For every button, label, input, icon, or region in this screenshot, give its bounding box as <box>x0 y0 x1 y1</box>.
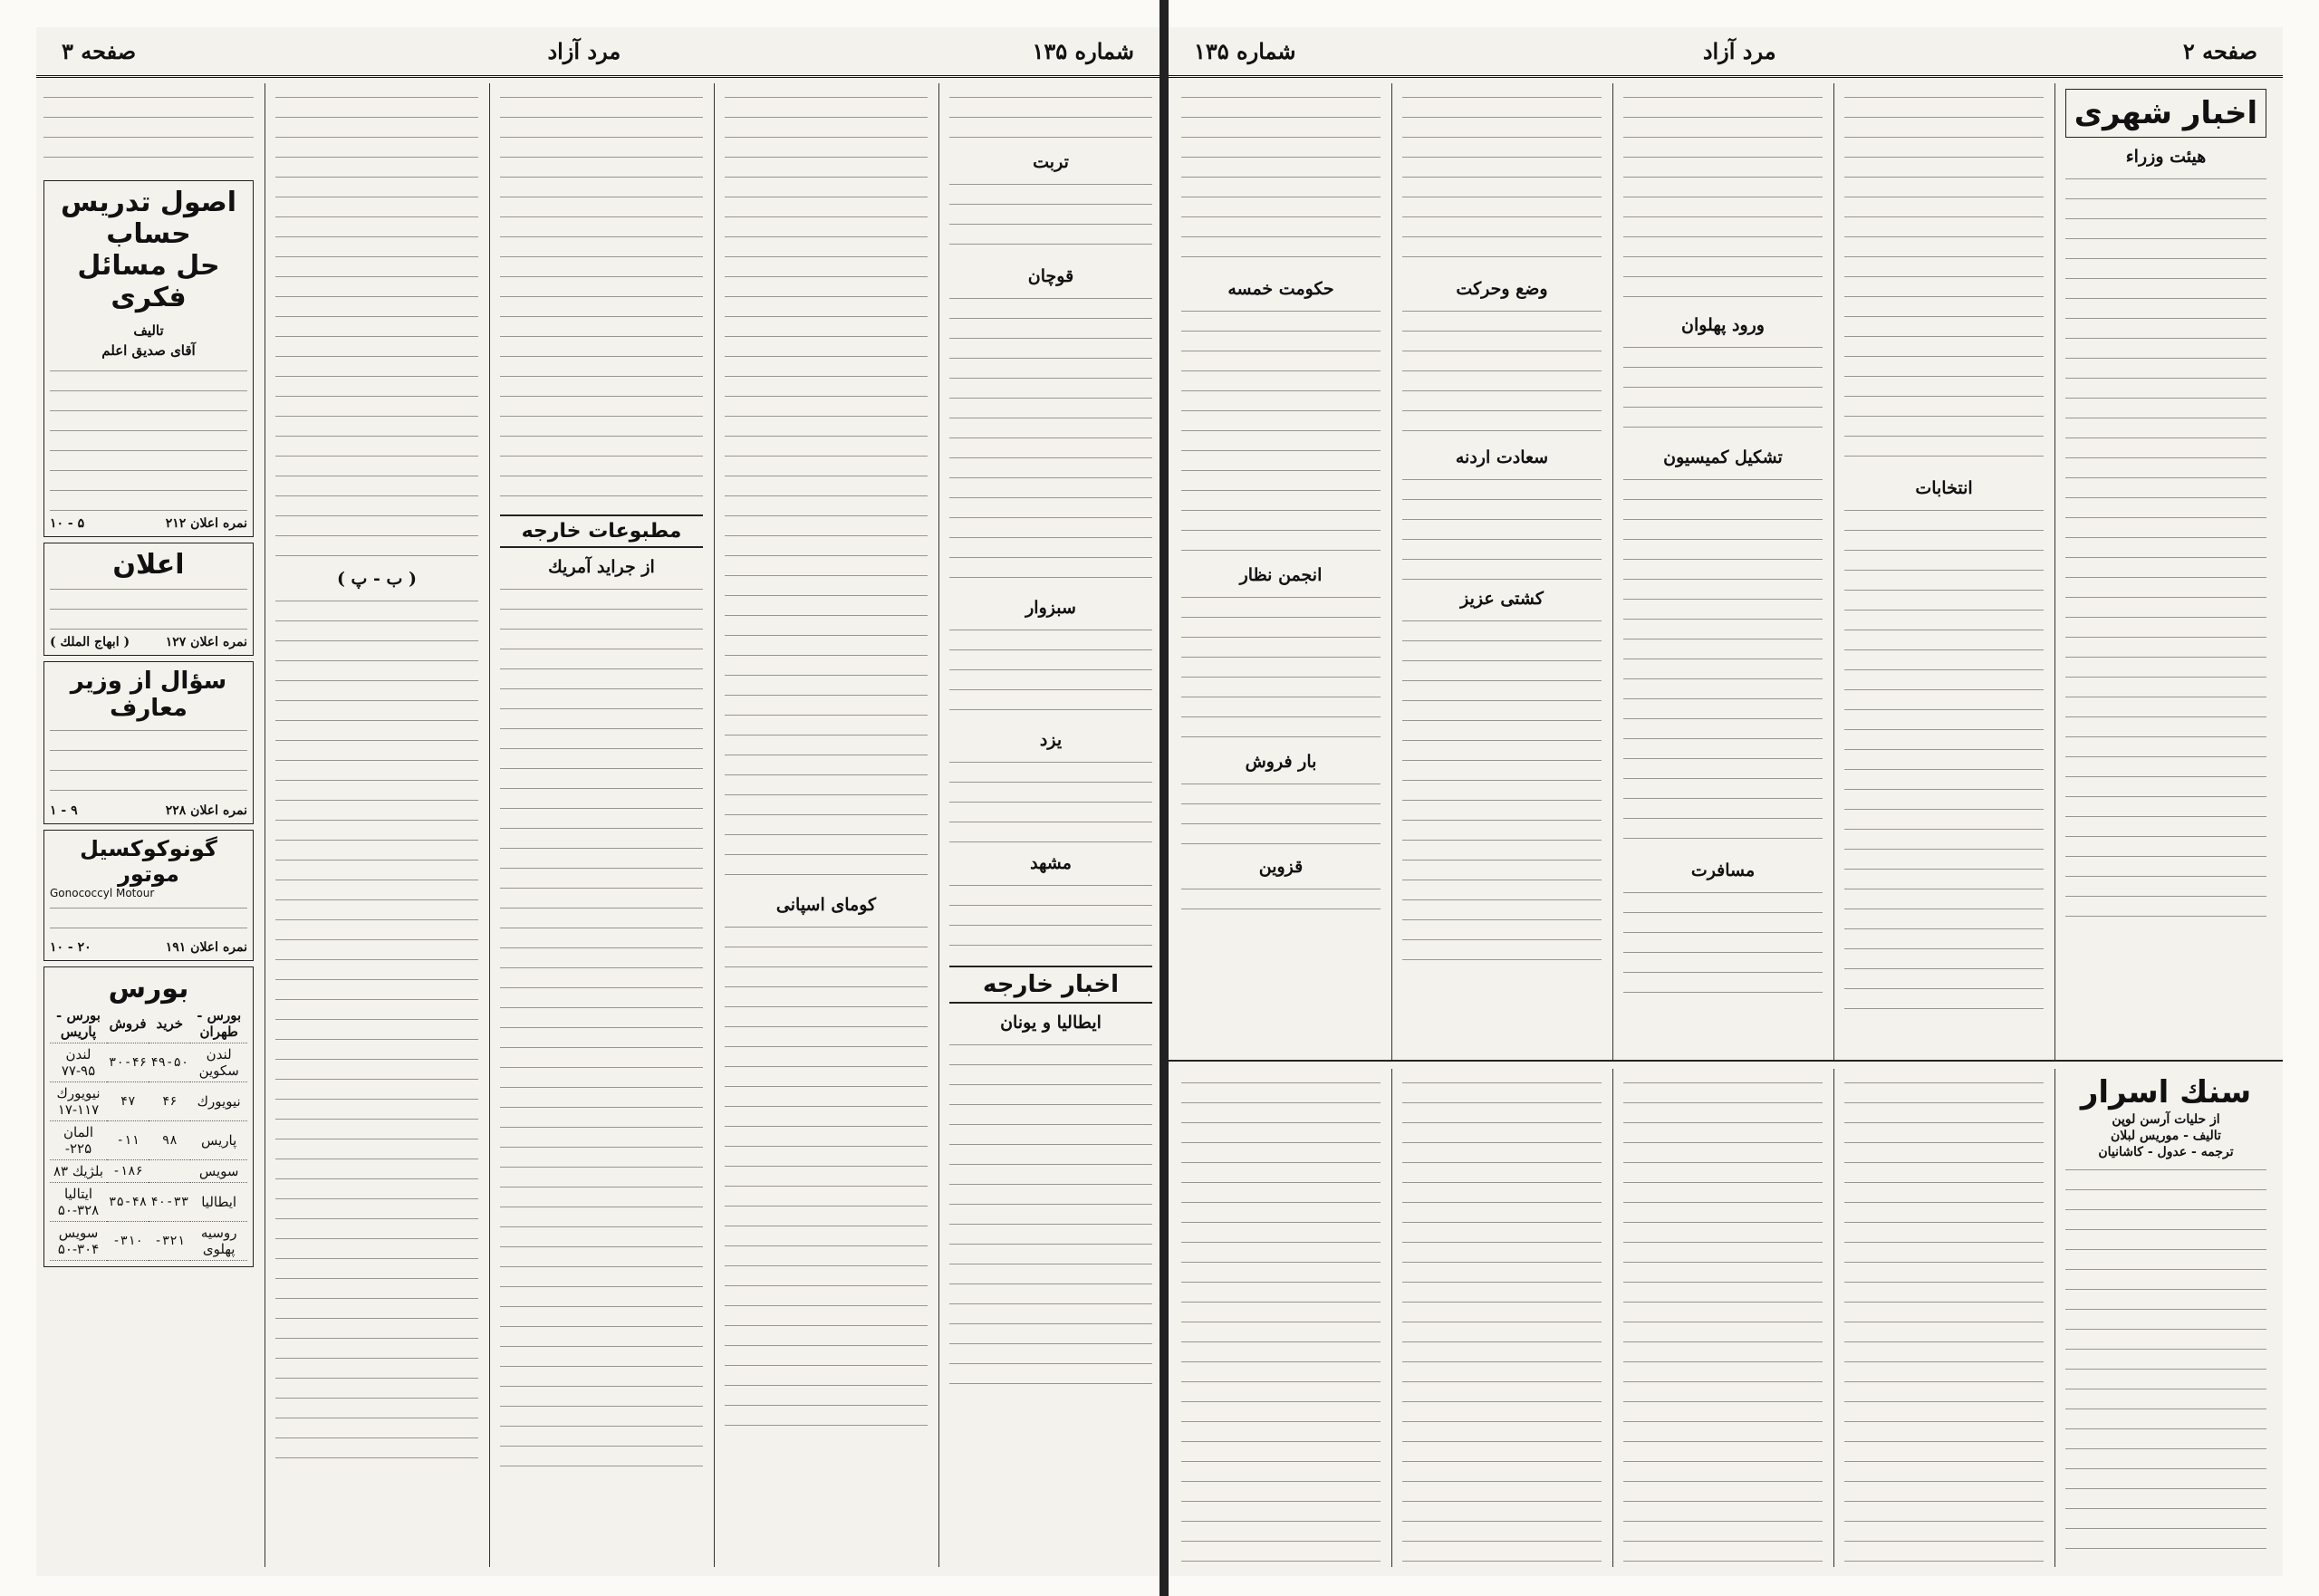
paper-name: مرد آزاد <box>1702 38 1776 64</box>
bourse-cell: نیویورك ۱۱۷-۱۷ <box>50 1082 107 1121</box>
section-head: سبزوار <box>1025 598 1076 618</box>
text-column <box>1616 83 1830 1043</box>
column-rule <box>938 83 939 1567</box>
notice-title: اعلان <box>112 549 185 581</box>
text-block <box>949 89 1152 143</box>
paper-name: مرد آزاد <box>547 38 621 64</box>
text-block <box>1402 471 1602 580</box>
bourse-cell: پاریس <box>190 1121 247 1160</box>
book-ad <box>43 180 254 537</box>
section-head: کومای اسپانی <box>775 895 877 915</box>
bourse-cell: ۳۵-۴۸ <box>107 1183 149 1222</box>
serial-line: ترجمه - عدول - کاشانیان <box>2098 1145 2234 1159</box>
text-block <box>1402 612 1602 975</box>
serial-line: تالیف - موریس لبلان <box>2111 1129 2221 1143</box>
bourse-cell <box>149 1160 190 1183</box>
ad-range: ۲۰ - ۱۰ <box>50 940 91 955</box>
bourse-row <box>50 1121 247 1160</box>
bourse-cell: ۱۸۶- <box>107 1160 149 1183</box>
text-column <box>268 83 486 1576</box>
bourse-cell: نیویورك <box>190 1082 247 1121</box>
text-block <box>1402 1074 1602 1571</box>
section-head: سعادت اردنه <box>1455 447 1549 467</box>
text-block <box>725 918 928 1435</box>
ad-number: نمره اعلان ۲۲۸ <box>165 803 247 818</box>
bourse-header: بورس - طهران <box>190 1005 247 1043</box>
text-block <box>275 592 478 1462</box>
text-column <box>1395 83 1609 1043</box>
bourse-cell: سویس <box>190 1160 247 1183</box>
column-rule <box>2054 1069 2055 1567</box>
bourse-cell: ایتالیا ۳۲۸-۵۰ <box>50 1183 107 1222</box>
bourse-title: بورس <box>108 973 189 1005</box>
provinces-column <box>942 83 1160 1576</box>
notice-ad <box>43 543 254 656</box>
section-head: بار فروش <box>1245 752 1317 772</box>
page-label: صفحه ۳ <box>62 38 137 64</box>
bourse-table <box>50 1005 247 1261</box>
text-block <box>1402 89 1602 270</box>
medicine-latin: Gonococcyl Motour <box>50 887 155 899</box>
ad-number: نمره اعلان ۱۹۱ <box>165 940 247 955</box>
text-block <box>949 621 1152 721</box>
bourse-header: خرید <box>149 1005 190 1043</box>
text-block <box>949 1036 1152 1399</box>
bourse-cell: لندن سکوین <box>190 1043 247 1082</box>
serial-text-column <box>1616 1069 1830 1576</box>
text-block <box>1623 884 1823 1011</box>
serial-column <box>2058 1069 2274 1576</box>
text-block <box>1844 502 2044 1009</box>
abroad-news-sub: ایطالیا و یونان <box>1000 1013 1102 1033</box>
text-column <box>717 83 935 1576</box>
notice-sign: ( ابهاج الملك ) <box>50 635 130 649</box>
right-page <box>1169 27 2283 1576</box>
section-head: قزوین <box>1258 857 1304 877</box>
section-head: تربت <box>1033 152 1069 172</box>
serial-line: از حلیات آرسن لوپن <box>2112 1112 2220 1127</box>
bourse-cell: سویس ۳۰۴-۵۰ <box>50 1222 107 1261</box>
bourse-cell: ۳۰-۴۶ <box>107 1043 149 1082</box>
column-rule <box>2054 83 2055 1062</box>
text-column <box>1174 83 1388 1043</box>
page-label: صفحه ۲ <box>2182 38 2257 64</box>
column-rule <box>1391 1069 1392 1567</box>
bourse-header: فروش <box>107 1005 149 1043</box>
author-label: تالیف <box>133 322 164 339</box>
text-block <box>1623 339 1823 438</box>
text-block <box>949 754 1152 844</box>
text-block <box>50 722 247 803</box>
section-head: یزد <box>1039 730 1063 750</box>
column-rule <box>489 83 490 1567</box>
city-news-sub: هیئت وزراء <box>2125 147 2207 167</box>
bourse-cell: لندن ۹۵-۷۷ <box>50 1043 107 1082</box>
text-block <box>1623 89 1823 306</box>
medicine-ad <box>43 830 254 961</box>
bourse-cell: ۴۹-۵۰ <box>149 1043 190 1082</box>
column-rule <box>714 83 715 1567</box>
text-block <box>1623 471 1823 851</box>
section-head: تشکیل کمیسیون <box>1663 447 1783 467</box>
section-head: مشهد <box>1030 853 1072 873</box>
book-title-1: اصول تدریس حساب <box>60 187 237 250</box>
text-block <box>50 899 247 940</box>
question-ad <box>43 661 254 824</box>
text-block <box>275 89 478 560</box>
issue-number: شماره ۱۳۵ <box>1194 38 1296 64</box>
bourse-row <box>50 1082 247 1121</box>
column-rule <box>1612 83 1613 1062</box>
bourse-cell: ۱۱- <box>107 1121 149 1160</box>
text-block <box>1844 89 2044 469</box>
ad-range: ۵ - ۱۰ <box>50 516 85 531</box>
bourse-row <box>50 1183 247 1222</box>
author-name: آقای صدیق اعلم <box>101 342 196 359</box>
bourse-row <box>50 1043 247 1082</box>
bourse-cell: ایطالیا <box>190 1183 247 1222</box>
text-block <box>1181 89 1381 270</box>
bourse-row <box>50 1160 247 1183</box>
ad-number: نمره اعلان ۱۲۷ <box>165 635 247 649</box>
ad-range: ۹ - ۱ <box>50 803 78 818</box>
bourse-cell: بلژیك ۸۳ <box>50 1160 107 1183</box>
serial-text-column <box>1837 1069 2051 1576</box>
section-head: حکومت خمسه <box>1227 279 1334 299</box>
text-block <box>2065 170 2266 931</box>
bourse-row <box>50 1222 247 1261</box>
left-page <box>36 27 1160 1576</box>
text-block <box>500 581 703 1468</box>
section-sign: ( ب - پ ) <box>336 569 418 589</box>
text-block <box>949 877 1152 958</box>
column-rule <box>1612 1069 1613 1567</box>
text-block <box>725 89 928 886</box>
foreign-news-title: مطبوعات خارجه <box>500 514 703 548</box>
text-column <box>493 83 710 1576</box>
bourse-cell: ۳۲۱- <box>149 1222 190 1261</box>
serial-title: سنك اسرار <box>2080 1074 2252 1110</box>
text-block <box>1402 303 1602 438</box>
text-block <box>949 176 1152 257</box>
column-rule <box>1391 83 1392 1062</box>
text-block <box>50 581 247 635</box>
bourse-cell: ۹۸ <box>149 1121 190 1160</box>
section-divider <box>1169 1060 2283 1062</box>
bourse-cell: روسیه پهلوی <box>190 1222 247 1261</box>
column-rule <box>1833 1069 1834 1567</box>
bourse-header: بورس - پاریس <box>50 1005 107 1043</box>
text-block <box>43 89 254 175</box>
text-block <box>500 89 703 514</box>
text-block <box>1623 1074 1823 1571</box>
section-head: قوچان <box>1027 266 1074 286</box>
text-column <box>1837 83 2051 1043</box>
ads-column <box>36 83 261 1576</box>
abroad-news-title: اخبار خارجه <box>949 966 1152 1004</box>
left-page-header <box>36 27 1160 78</box>
section-head: ورود پهلوان <box>1681 315 1765 335</box>
text-block <box>1181 1074 1381 1571</box>
foreign-news-sub: از جراید آمریك <box>548 557 655 577</box>
page-gutter <box>1160 0 1169 1596</box>
text-block <box>50 362 247 516</box>
bourse-cell: ۴۶ <box>149 1082 190 1121</box>
bourse-box <box>43 966 254 1267</box>
section-head: انتخابات <box>1915 478 1973 498</box>
serial-text-column <box>1395 1069 1609 1576</box>
section-head: کشتی عزیز <box>1460 589 1544 609</box>
section-head: مسافرت <box>1690 860 1756 880</box>
section-head: انجمن نظار <box>1239 565 1323 585</box>
text-block <box>2065 1161 2266 1551</box>
bourse-cell: ۴۷ <box>107 1082 149 1121</box>
book-title-2: حل مسائل فکری <box>77 250 220 313</box>
question-title: سؤال از وزیر معارف <box>70 668 227 722</box>
right-page-header <box>1169 27 2283 78</box>
city-news-title: اخبار شهری <box>2065 89 2266 138</box>
text-block <box>1181 775 1381 848</box>
bourse-cell: ۴۰-۳۳ <box>149 1183 190 1222</box>
ad-number: نمره اعلان ۲۱۲ <box>165 516 247 531</box>
text-block <box>1181 880 1381 917</box>
bourse-cell: المان ۲۲۵- <box>50 1121 107 1160</box>
serial-text-column <box>1174 1069 1388 1576</box>
section-head: وضع وحرکت <box>1456 279 1548 299</box>
bourse-cell: ۳۱۰- <box>107 1222 149 1261</box>
text-block <box>1844 1074 2044 1571</box>
text-block <box>1181 303 1381 556</box>
text-block <box>1181 589 1381 743</box>
city-news-column <box>2058 83 2274 989</box>
medicine-title: گونوکوکسیل موتور <box>80 836 217 887</box>
column-rule <box>1833 83 1834 1062</box>
issue-number: شماره ۱۳۵ <box>1032 38 1134 64</box>
text-block <box>949 290 1152 589</box>
